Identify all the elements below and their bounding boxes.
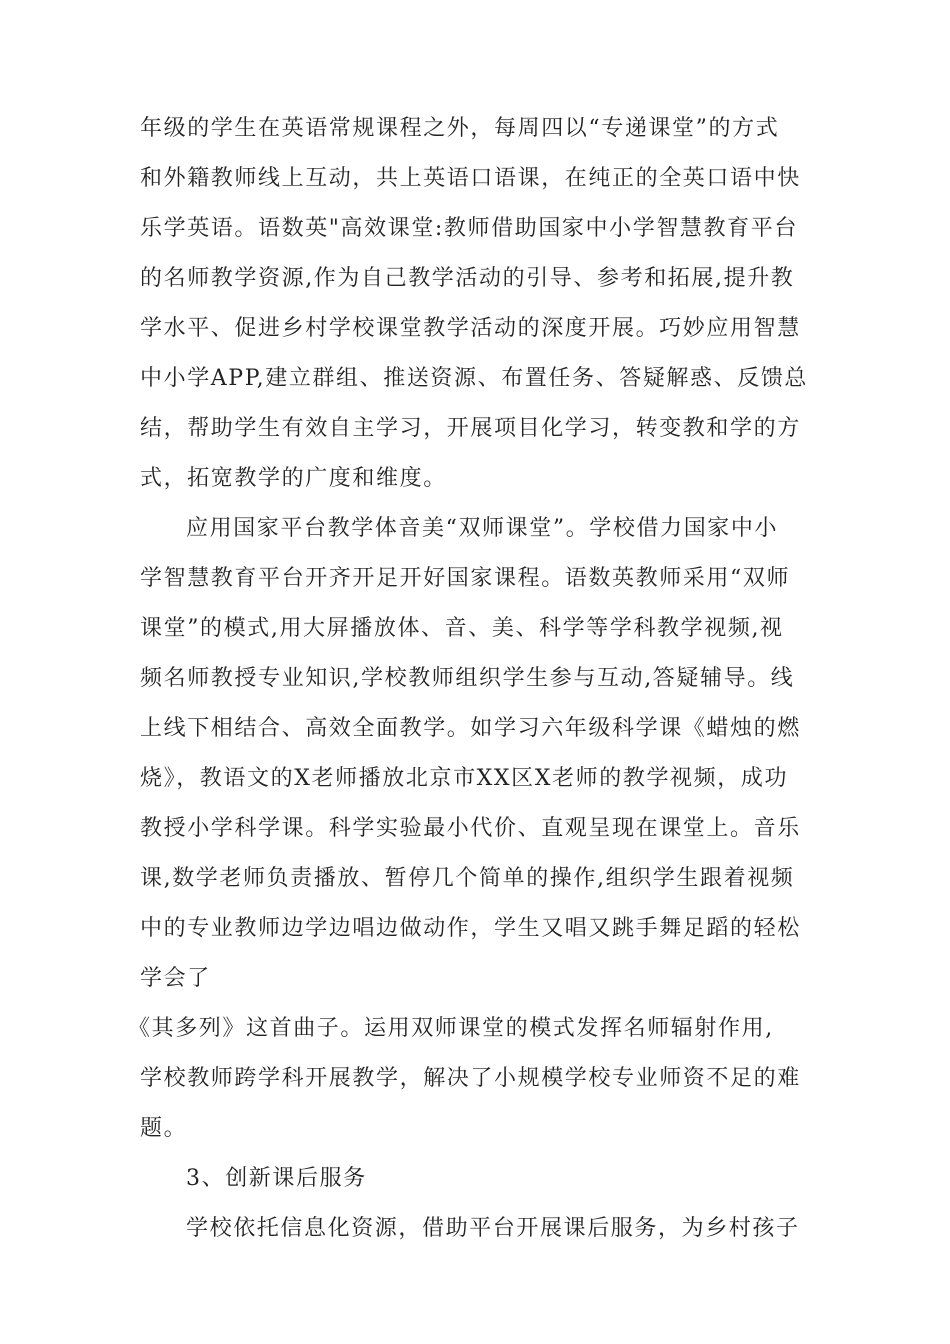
text-line: 学校依托信息化资源，借助平台开展课后服务，为乡村孩子 bbox=[186, 1216, 800, 1241]
text-line: 烧》，教语文的X老师播放北京市XX区X老师的教学视频，成功 bbox=[140, 766, 789, 791]
text-line: 乐学英语。语数英"高效课堂:教师借助国家中小学智慧教育平台 bbox=[140, 216, 798, 241]
text-line: 中的专业教师边学边唱边做动作，学生又唱又跳手舞足蹈的轻松 bbox=[140, 916, 801, 941]
text-line: 学会了 bbox=[140, 966, 211, 991]
text-line: 上线下相结合、高效全面教学。如学习六年级科学课《蜡烛的燃 bbox=[140, 716, 801, 741]
text-line: 结，帮助学生有效自主学习，开展项目化学习，转变教和学的方 bbox=[140, 416, 801, 441]
text-line: 年级的学生在英语常规课程之外，每周四以“专递课堂”的方式 bbox=[140, 116, 780, 141]
text-line: 学智慧教育平台开齐开足开好国家课程。语数英教师采用“双师 bbox=[140, 566, 791, 591]
text-line: 学水平、促进乡村学校课堂教学活动的深度开展。巧妙应用智慧 bbox=[140, 316, 801, 341]
text-line: 应用国家平台教学体音美“双师课堂”。学校借力国家中小 bbox=[186, 516, 779, 541]
text-line: 和外籍教师线上互动，共上英语口语课，在纯正的全英口语中快 bbox=[140, 166, 801, 191]
text-line: 式，拓宽教学的广度和维度。 bbox=[140, 466, 447, 491]
text-line: 教授小学科学课。科学实验最小代价、直观呈现在课堂上。音乐 bbox=[140, 816, 801, 841]
text-line: 《其多列》这首曲子。运用双师课堂的模式发挥名师辐射作用, bbox=[128, 1016, 774, 1041]
section-heading: 3、创新课后服务 bbox=[186, 1166, 367, 1191]
text-line: 学校教师跨学科开展教学，解决了小规模学校专业师资不足的难 bbox=[140, 1066, 801, 1091]
text-line: 课,数学老师负责播放、暂停几个简单的操作,组织学生跟着视频 bbox=[140, 866, 795, 891]
text-line: 课堂”的模式,用大屏播放体、音、美、科学等学科教学视频,视 bbox=[140, 616, 784, 641]
text-line: 频名师教授专业知识,学校教师组织学生参与互动,答疑辅导。线 bbox=[140, 666, 795, 691]
text-line: 中小学APP,建立群组、推送资源、布置任务、答疑解惑、反馈总 bbox=[140, 366, 809, 391]
text-line: 题。 bbox=[140, 1116, 188, 1141]
text-line: 的名师教学资源,作为自己教学活动的引导、参考和拓展,提升教 bbox=[140, 266, 795, 291]
